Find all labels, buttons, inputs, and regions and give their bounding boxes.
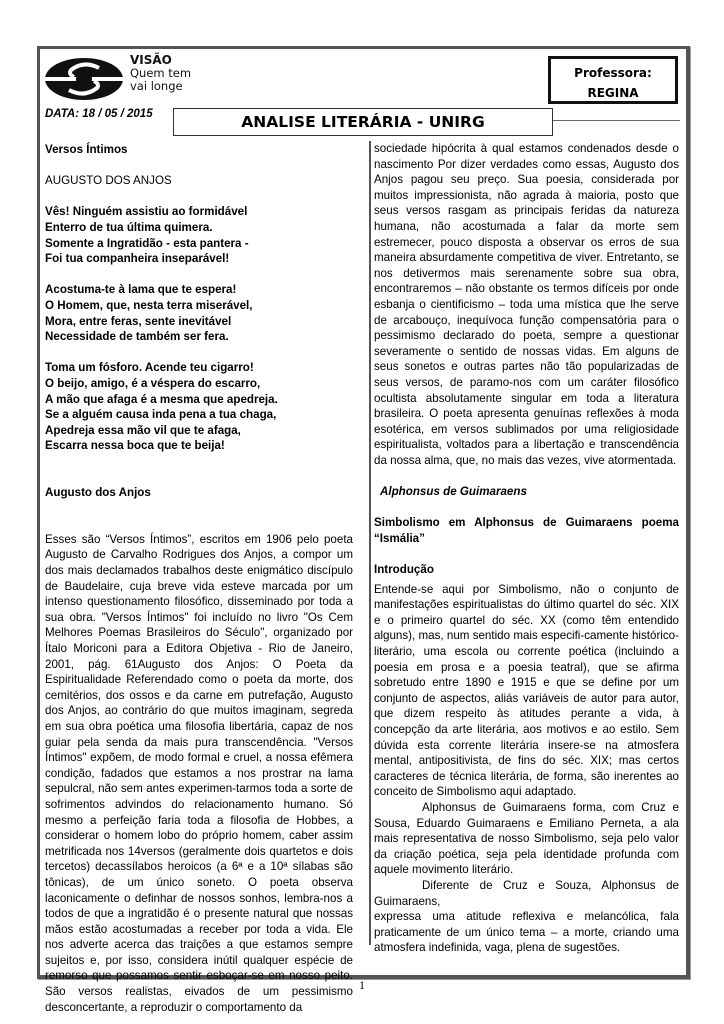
header-rule: [550, 120, 680, 121]
poem-signature: Augusto dos Anjos: [45, 486, 151, 500]
logo-text: [130, 54, 191, 93]
logo-tagline-1: Quem tem: [130, 66, 192, 80]
section-author: Alphonsus de Guimaraens: [380, 485, 527, 499]
poem-line: Escarra nessa boca que te beija!: [45, 439, 225, 453]
poem-line: Acostuma-te à lama que te espera!: [45, 283, 237, 297]
poem-line: Foi tua companheira inseparável!: [45, 252, 230, 266]
logo: [44, 52, 204, 108]
poem-line: Se a alguém causa inda pena a tua chaga,: [45, 408, 277, 422]
right-column: [369, 141, 679, 955]
paragraph-2: Alphonsus de Guimaraens forma, com Cruz e Sousa, Eduardo Guimaraens e Emiliano Perneta, a ala mais representativa de nosso Simbolismo, seja pelo valor da criação poética, seja pela identidade profunda com aquele movimento literário.: [374, 800, 679, 877]
eye-logo-icon: [44, 56, 124, 102]
essay-continued: sociedade hipócrita à qual estamos condenados desde o nascimento Por dizer verdades como essas, Augusto dos Anjos pagou seu preço. Sua poesia, considerada por muitos impressionista, não agrada à maioria, posto que seus versos rasgam as principais feridas da natureza humana, não acostumada a falar da morte sem estremecer, pouco disposta a observar os erros de sua maneira absurdamente competitiva de viver. Entretanto, se nos detivermos mais serenamente sobre sua obra, encontraremos – não obstante os termos difíceis por onde esbanja o cientificismo – toda uma mística que lhe serve de arcabouço, inequívoca função compensatória para o pessimismo declarado do poeta, sempre a questionar severamente o sentido de nossas vidas. Em alguns de seus sonetos e outras partes não tão popularizadas de seus versos, de paramo-nos com um caráter filosófico ocultista absolutamente singular em toda a literatura brasileira. O poeta apresenta genuínas reflexões à moda esotérica, em versos sublimados por uma religiosidade espiritualista, voltados para a libertação e transcendência da nossa alma, que, no mais das vezes, vive atormentada.: [374, 142, 679, 467]
poem-author: AUGUSTO DOS ANJOS: [45, 174, 172, 188]
page-number: 1: [359, 978, 365, 992]
logo-brand: VISÃO: [130, 53, 172, 67]
poem-line: Apedreja essa mão vil que te afaga,: [45, 423, 241, 437]
poem-line: Vês! Ninguém assistiu ao formidável: [45, 205, 248, 219]
professor-label: Professora:: [574, 66, 652, 80]
poem-line: Toma um fósforo. Acende teu cigarro!: [45, 361, 254, 375]
paragraph-3-rest: expressa uma atitude reflexiva e melancólica, fala praticamente de um único tema – a morte, criando uma atmosfera indefinida, vaga, plena de sugestões.: [374, 910, 679, 955]
intro-heading: Introdução: [374, 563, 434, 577]
essay-paragraph: Esses são “Versos Íntimos”, escritos em 1906 pelo poeta Augusto de Carvalho Rodrigues dos Anjos, a compor um dos mais declamados trabalhos deste enigmático discípulo de Baudelaire, cuja breve vida esteve marcada por um intenso questionamento filosófico, disseminado por toda a sua obra. "Versos Íntimos" foi incluído no livro "Os Cem Melhores Poemas Brasileiros do Século", organizado por Ítalo Moriconi para a Editora Objetiva - Rio de Janeiro, 2001, pág. 61Augusto dos Anjos: O Poeta da Espiritualidade Referendado como o poeta da morte, dos cemitérios, dos ossos e da carne em putrefação, Augusto dos Anjos, ao contrário do que muitos imaginam, segreda em sua obra poética uma filosofia libertária, capaz de nos guiar pela senda da mais pura transcendência. "Versos Íntimos" expõem, de modo formal e cruel, a nossa efêmera condição, fadados que estamos a nos prostrar na lama sepulcral, não sem antes experimen-tarmos toda a sorte de sofrimentos advindos do relacionamento humano. Só mesmo a perfeição faria toda a filosofia de Hobbes, a considerar o homem lobo do próprio homem, caber assim metrificada nos 14versos (geralmente dois quartetos e dois tercetos) decassílabos heroicos (a 6ª e a 10ª sílabas são tônicas), de um único soneto. O poeta observa laconicamente o definhar de nossos sonhos, lembra-nos a todos de que a ingratidão é o presente natural que nossas mãos estão acostumadas a receber por toda a vida. Ele nos adverte acerca das traições a que estamos sempre sujeitos e, por isso, considera inútil qualquer espécie de remorso que possamos sentir esboçar-se em nosso peito. São versos realistas, eivados de um pessimismo desconcertante, a reproduzir o comportamento da: [45, 532, 353, 1014]
professor-name: REGINA: [587, 86, 639, 100]
poem-stanza-1: [45, 204, 353, 266]
section-title: Simbolismo em Alphonsus de Guimaraens poema “Ismália”: [374, 516, 679, 545]
poem-line: Mora, entre feras, sente inevitável: [45, 314, 232, 328]
poem-line: O Homem, que, nesta terra miserável,: [45, 298, 253, 312]
poem-stanza-3: [45, 360, 353, 454]
document-title: ANALISE LITERÁRIA - UNIRG: [173, 108, 553, 136]
professor-box: [548, 56, 678, 104]
poem-line: O beijo, amigo, é a véspera do escarro,: [45, 376, 261, 390]
paragraph-3-line-1: Diferente de Cruz e Souza, Alphonsus de Guimaraens,: [374, 878, 679, 908]
poem-title: Versos Íntimos: [45, 143, 128, 156]
poem-stanza-2: [45, 282, 353, 344]
poem-line: A mão que afaga é a mesma que apedreja.: [45, 392, 278, 406]
document-date: DATA: 18 / 05 / 2015: [45, 108, 153, 120]
intro-paragraph: Entende-se aqui por Simbolismo, não o conjunto de manifestações espiritualistas do último quartel do séc. XIX e o primeiro quartel do séc. XX (como têm entendido alguns), mas, num sentido mais especifi-camente histórico-literário, uma escola ou corrente poética (incluindo a poesia em prosa e a poesia teatral), que se afirma sobretudo entre 1890 e 1915 e que se define por um conjunto de aspectos, aliás variáveis de autor para autor, que dizem respeito às atitudes perante a vida, à concepção da arte literária, aos motivos e ao estilo. Sem dúvida esta corrente literária insere-se na atmosfera mental, antipositivista, de fins do séc. XIX; mas certos caracteres de técnica literária, de forma, são inerentes ao conceito de Simbolismo aqui adaptado.: [374, 582, 679, 799]
poem-line: Necessidade de também ser fera.: [45, 330, 229, 344]
logo-tagline-2: vai longe: [130, 79, 183, 93]
poem-line: Enterro de tua última quimera.: [45, 220, 213, 234]
poem-line: Somente a Ingratidão - esta pantera -: [45, 236, 249, 250]
left-column: [45, 142, 353, 1015]
